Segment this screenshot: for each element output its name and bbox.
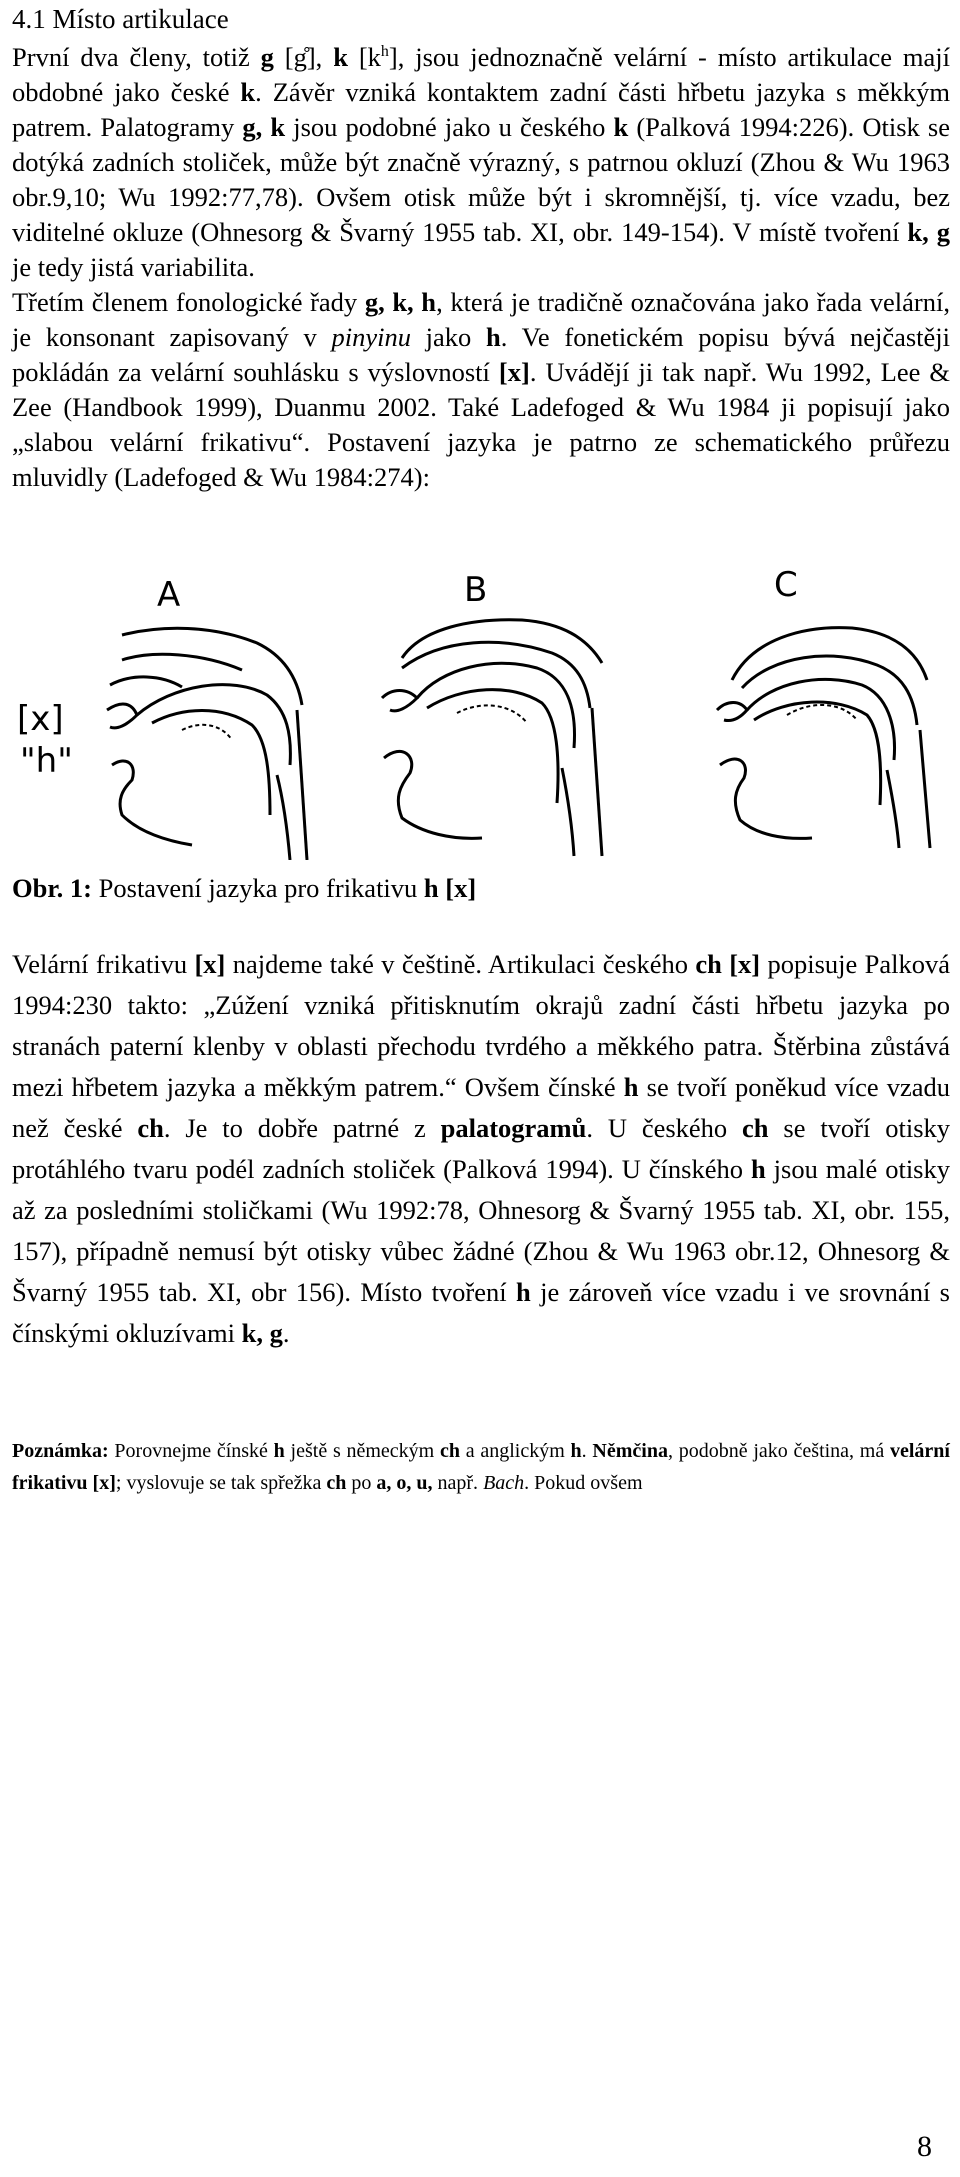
text: . — [581, 1440, 593, 1462]
section-heading: 4.1 Místo artikulace — [12, 4, 229, 34]
text: a anglickým — [459, 1440, 571, 1462]
bold-term: h — [623, 1072, 639, 1102]
text: , podobně jako čeština, má — [667, 1440, 890, 1462]
text: . — [282, 1318, 290, 1348]
bold-term: a, o, u, — [376, 1472, 433, 1494]
bold-term: ch — [137, 1113, 164, 1143]
bold-term: h — [516, 1277, 531, 1307]
bold-term: ch — [326, 1472, 347, 1494]
text: ], jsou jednoznačně velární - místo artikulace mají obdobné jako české — [12, 42, 951, 107]
text: . Ve fonetickém popisu bývá nejčastěji pokládán za velární souhlásku s výslovností — [12, 322, 951, 387]
text: ; vyslovuje se tak spřežka — [115, 1472, 327, 1494]
italic-term: Bach — [483, 1472, 525, 1494]
caption-label: Obr. 1: — [12, 873, 93, 903]
bold-term: ch — [439, 1440, 460, 1462]
bold-term: g — [260, 42, 274, 72]
text: jsou podobné jako u českého — [285, 112, 614, 142]
figure-label-b: B — [464, 570, 488, 610]
text: . Pokud ovšem — [524, 1472, 643, 1494]
bold-term: k — [333, 42, 348, 72]
bold-term: k — [613, 112, 629, 142]
bold-term: h — [750, 1154, 766, 1184]
superscript: h — [380, 43, 389, 61]
figure-label-c: C — [774, 565, 798, 605]
bold-term: velární frikativu [x] — [12, 1440, 950, 1494]
figure-letter-label: "h" — [20, 741, 73, 781]
bold-term: h — [273, 1440, 285, 1462]
text: . Je to dobře patrné z — [163, 1113, 441, 1143]
text: Porovnejme čínské — [108, 1440, 274, 1462]
bold-term: h [x] — [423, 873, 477, 903]
vocal-tract-figure — [12, 560, 950, 860]
text: , která je tradičně označována jako řada velární, je konsonant zapisovaný v — [12, 287, 950, 352]
figure-ipa-label: [x] — [17, 699, 64, 739]
text: jako — [410, 322, 487, 352]
paragraph-place-of-articulation — [12, 40, 950, 495]
figure-label-a: A — [157, 575, 181, 615]
text: . Závěr vzniká kontaktem zadní části hřbetu jazyka s měkkým patrem. Palatogramy — [12, 77, 950, 142]
text: se tvoří otisky protáhlého tvaru podél zadních stoliček (Palková 1994). U čínského — [12, 1113, 951, 1184]
note-paragraph — [12, 1435, 950, 1499]
text: . U českého — [586, 1113, 743, 1143]
paragraph-czech-comparison — [12, 944, 950, 1354]
text: se tvoří poněkud více vzadu než české — [12, 1072, 950, 1143]
text: Velární frikativu — [12, 949, 195, 979]
text: je zároveň více vzadu i ve srovnání s čínskými okluzívami — [12, 1277, 950, 1348]
bold-term: g, k — [242, 112, 286, 142]
text: je tedy jistá variabilita. — [12, 252, 255, 282]
note-label: Poznámka: — [12, 1440, 109, 1462]
bold-term: k, g — [907, 217, 950, 247]
vocal-tract-diagram-b — [362, 608, 622, 858]
text: jsou malé otisky až za posledními stoličkami (Wu 1992:78, Ohnesorg & Švarný 1955 tab. XI, obr. 155, 157), případně nemusí být otisky vůbec žádné (Zhou & Wu 1963 obr.12, Ohnesorg & Švarný 1955 tab. XI, obr 156). Místo tvoření — [12, 1154, 950, 1307]
text: [k — [347, 42, 381, 72]
bold-term: ch [x] — [695, 949, 761, 979]
bold-term: k, g — [241, 1318, 283, 1348]
text: po — [346, 1472, 377, 1494]
bold-term: [x] — [194, 949, 226, 979]
vocal-tract-diagram-a — [92, 615, 332, 860]
text: Třetím členem fonologické řady — [12, 287, 365, 317]
bold-term: palatogramů — [440, 1113, 587, 1143]
text: např. — [432, 1472, 484, 1494]
vocal-tract-diagram-c — [702, 600, 942, 850]
bold-term: Němčina — [592, 1440, 668, 1462]
text: [g̊], — [273, 42, 334, 72]
bold-term: g, k, h — [364, 287, 437, 317]
bold-term: k — [240, 77, 256, 107]
page-number: 8 — [917, 2130, 932, 2163]
caption-text: Postavení jazyka pro frikativu — [92, 873, 424, 903]
bold-term: h — [486, 322, 501, 352]
text: ještě s německým — [284, 1440, 440, 1462]
bold-term: h — [570, 1440, 582, 1462]
text: popisuje Palková 1994:230 takto: „Zúžení vzniká přitisknutím okrajů zadní části hřbetu jazyka po stranách paterní klenby v oblasti přechodu tvrdého a měkkého patra. Štěrbina zůstává mezi hřbetem jazyka a měkkým patrem.“ Ovšem čínské — [12, 949, 950, 1102]
bold-term: [x] — [498, 357, 530, 387]
italic-term: pinyinu — [331, 322, 411, 352]
text: . Uvádějí ji tak např. Wu 1992, Lee & Zee (Handbook 1999), Duanmu 2002. Také Ladefoged & Wu 1984 ji popisují jako „slabou velární frikativu“. Postavení jazyka je patrno ze schematického průřezu mluvidly (Ladefoged & Wu 1984:274): — [12, 357, 950, 492]
text: První dva členy, totiž — [12, 42, 261, 72]
text: (Palková 1994:226). Otisk se dotýká zadních stoliček, může být značně výrazný, s patrnou okluzí (Zhou & Wu 1963 obr.9,10; Wu 1992:77,78). Ovšem otisk může být i skromnější, tj. více vzadu, bez viditelné okluze (Ohnesorg & Švarný 1955 tab. XI, obr. 149-154). V místě tvoření — [12, 112, 950, 247]
bold-term: ch — [742, 1113, 769, 1143]
text: najdeme také v češtině. Artikulaci českého — [225, 949, 696, 979]
figure-caption — [12, 868, 476, 908]
